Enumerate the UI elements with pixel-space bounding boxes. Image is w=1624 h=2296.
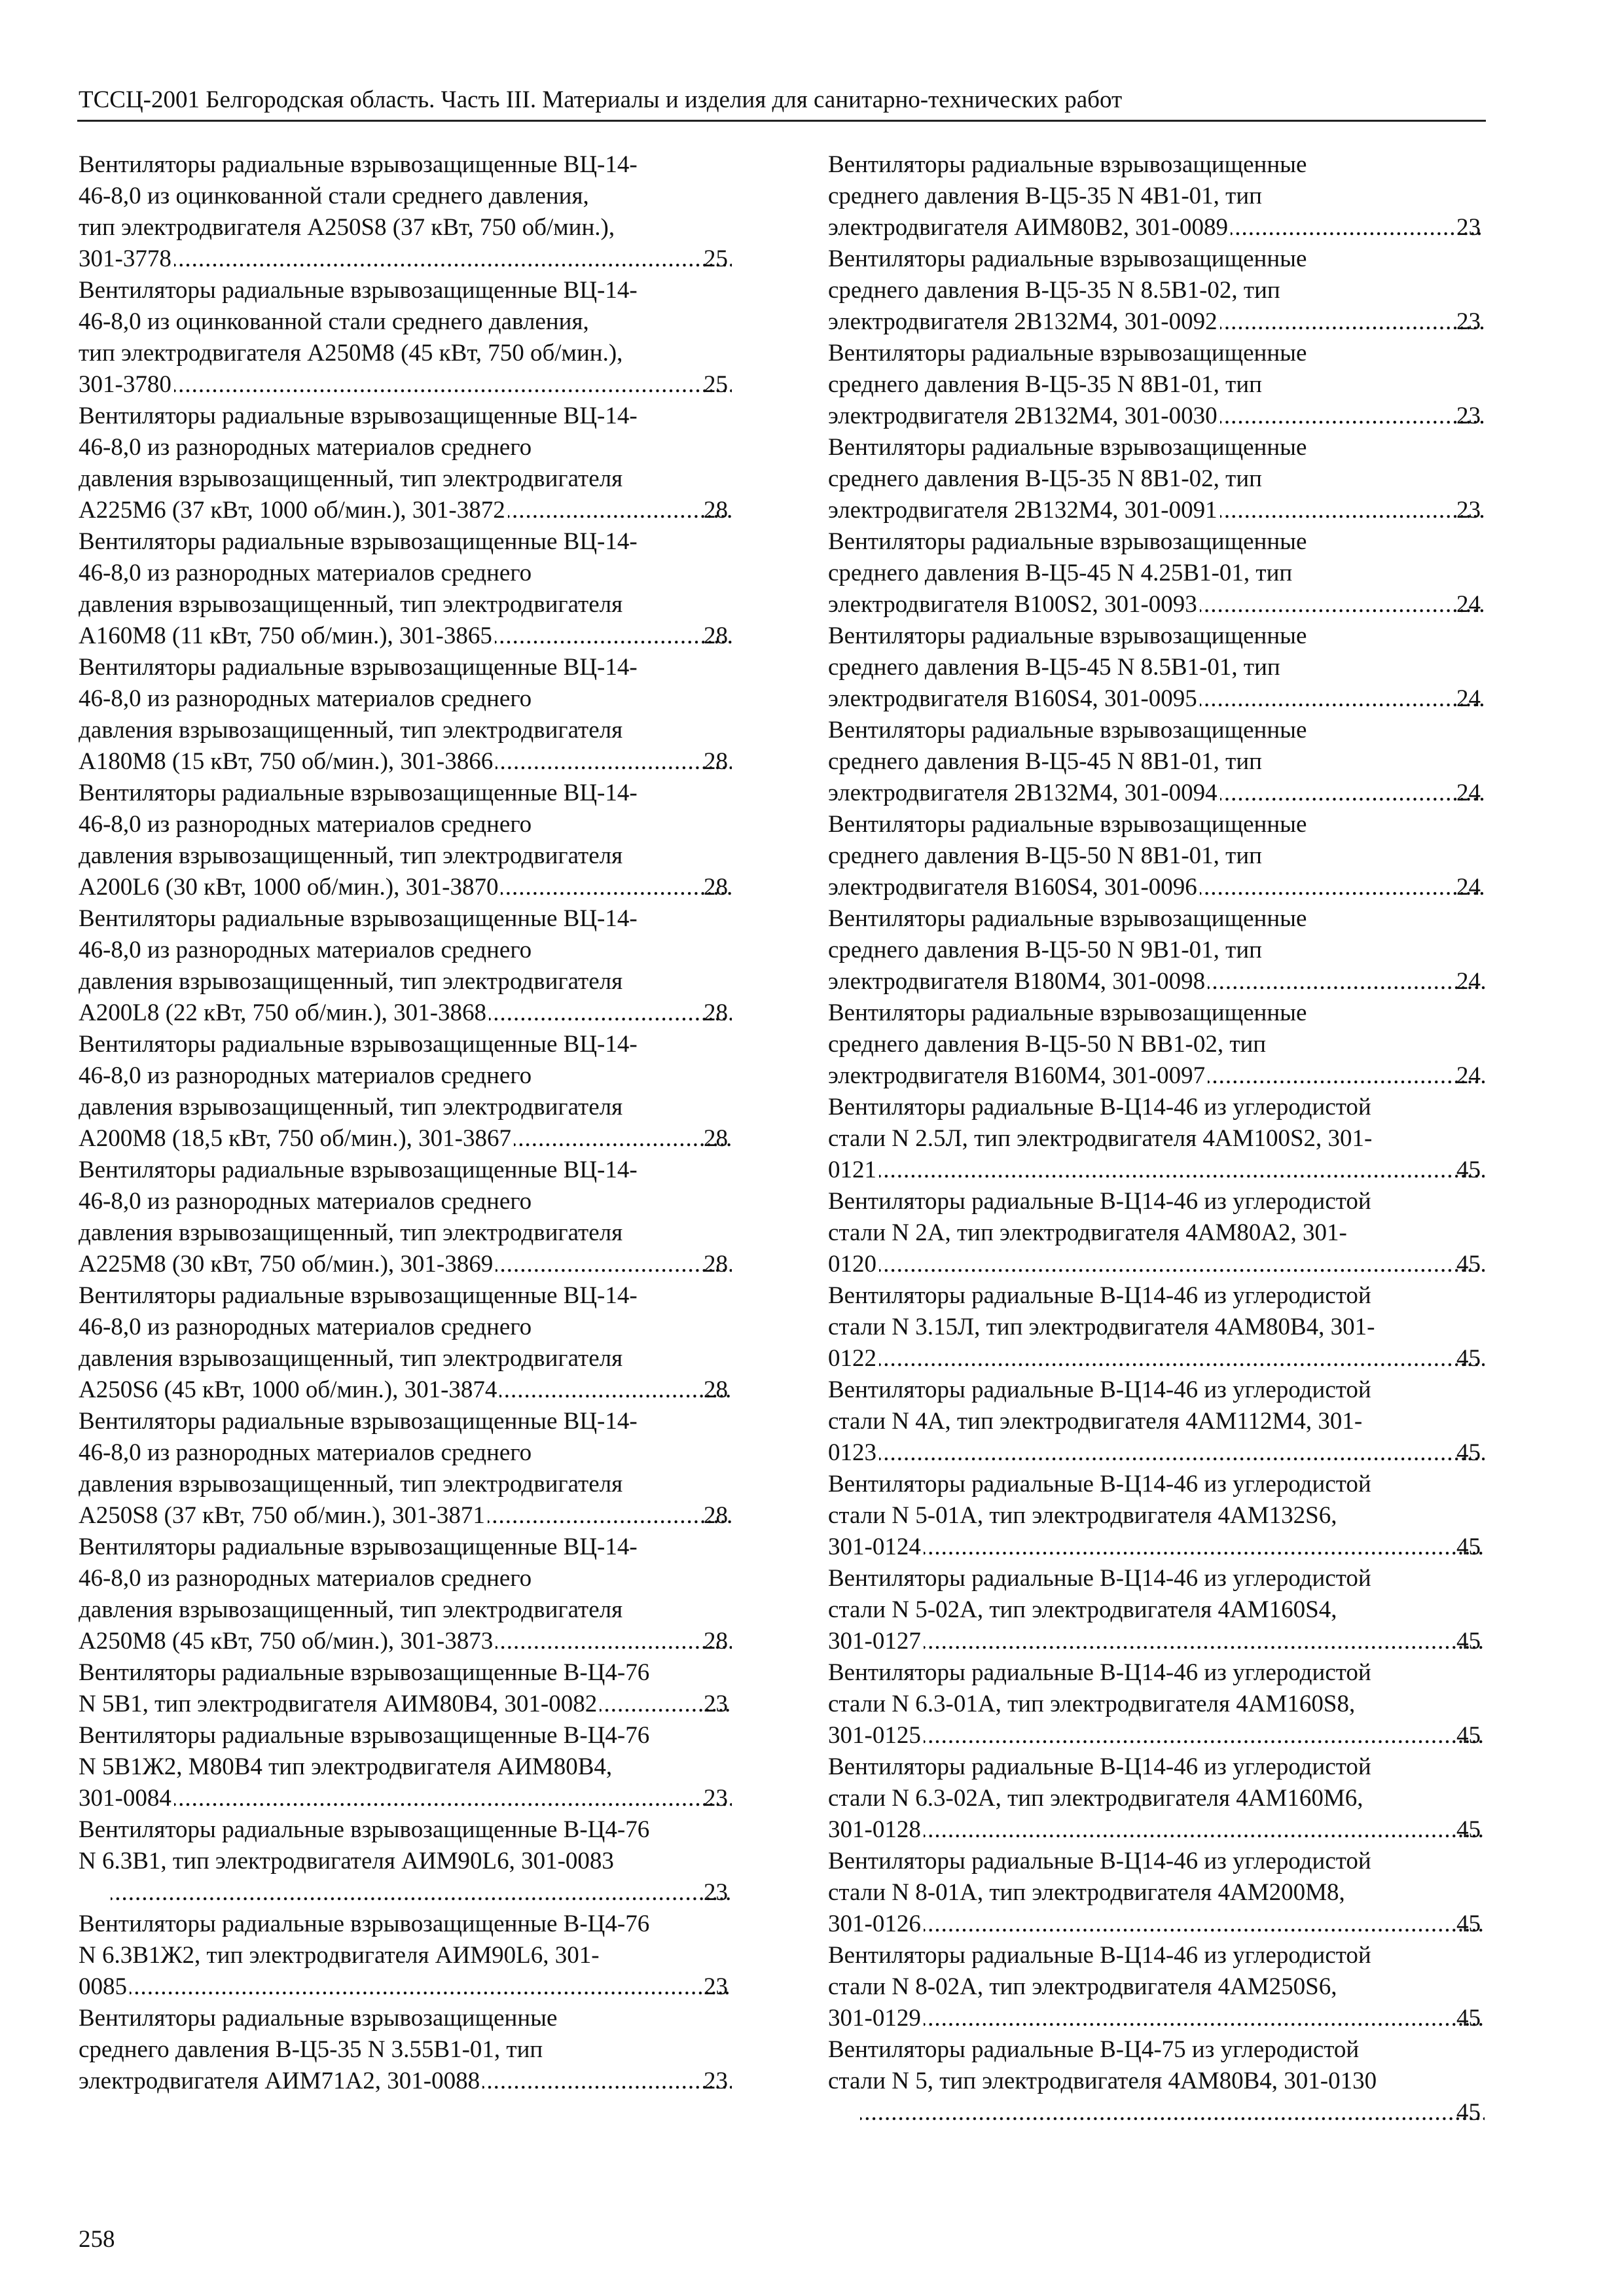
entry-tail-text: электродвигателя В160М4, 301-0097: [828, 1062, 1206, 1089]
entry-text-line: стали N 2А, тип электродвигателя 4АМ80А2, 301-: [828, 1219, 1347, 1246]
dot-leader: [924, 1814, 1485, 1846]
entry-text-line: Вентиляторы радиальные взрывозащищенные ВЦ-14-: [79, 1534, 638, 1560]
entry-last-line: 0120 ..... 45: [857, 1249, 1486, 1280]
entry-tail-text: А180М8 (15 кВт, 750 об/мин.), 301-3866: [79, 748, 494, 775]
entry-text-line: Вентиляторы радиальные В-Ц14-46 из углеродистой: [828, 1942, 1371, 1969]
entry-last-line: 0085 ..... 23: [108, 1971, 733, 2003]
entry-text-line: N 6.3В1, тип электродвигателя АИМ90L6, 301-0083: [79, 1848, 614, 1874]
index-entry: [79, 1029, 733, 1155]
dot-leader: [482, 2066, 732, 2097]
entry-text-line: Вентиляторы радиальные В-Ц14-46 из углеродистой: [828, 1471, 1371, 1498]
entry-text-line: стали N 8-02А, тип электродвигателя 4АМ250S6,: [828, 1973, 1337, 2000]
entry-tail-text: 301-0129: [828, 2005, 921, 2032]
index-entry: [828, 1563, 1486, 1657]
entry-tail-text: электродвигателя В160S4, 301-0096: [828, 874, 1197, 901]
index-entry: [828, 243, 1486, 338]
entry-last-line: 301-3780 ..... 25: [108, 369, 733, 401]
entry-text-line: Вентиляторы радиальные взрывозащищенные ВЦ-14-: [79, 1157, 638, 1183]
entry-text-line: Вентиляторы радиальные взрывозащищенные В-Ц4-76: [79, 1816, 650, 1843]
index-entry: [828, 526, 1486, 620]
entry-text-line: Вентиляторы радиальные В-Ц14-46 из углеродистой: [828, 1188, 1371, 1215]
entry-last-line: ..... 23: [108, 1877, 733, 1909]
entry-tail-text: А200М8 (18,5 кВт, 750 об/мин.), 301-3867: [79, 1125, 511, 1152]
index-entry: [828, 338, 1486, 432]
entry-text-line: среднего давления В-Ц5-35 N 8.5В1-02, тип: [828, 277, 1280, 304]
dot-leader: [496, 1626, 732, 1657]
entry-text-line: Вентиляторы радиальные взрывозащищенные ВЦ-14-: [79, 1031, 638, 1058]
index-entry: [79, 149, 733, 275]
entry-text-line: давления взрывозащищенный, тип электродвигателя: [79, 1596, 623, 1623]
index-entry: [828, 1469, 1486, 1563]
entry-text-line: 46-8,0 из оцинкованной стали среднего давления,: [79, 183, 589, 209]
entry-tail-text: 301-0125: [828, 1722, 921, 1749]
entry-last-line: электродвигателя В180М4, 301-0098 ..... 24: [857, 966, 1486, 997]
entry-text-line: Вентиляторы радиальные В-Ц14-46 из углеродистой: [828, 1848, 1371, 1874]
entry-text-line: Вентиляторы радиальные взрывозащищенные: [828, 622, 1307, 649]
dot-leader: [1220, 401, 1485, 432]
entry-text-line: среднего давления В-Ц5-45 N 8В1-01, тип: [828, 748, 1262, 775]
entry-text-line: давления взрывозащищенный, тип электродвигателя: [79, 1471, 623, 1498]
index-entry: [828, 620, 1486, 715]
entry-text-line: Вентиляторы радиальные взрывозащищенные: [828, 717, 1307, 744]
entry-tail-text: А225М8 (30 кВт, 750 об/мин.), 301-3869: [79, 1251, 494, 1278]
entry-tail-text: А225М6 (37 кВт, 1000 об/мин.), 301-3872: [79, 497, 505, 524]
entry-text-line: среднего давления В-Ц5-35 N 3.55В1-01, тип: [79, 2036, 543, 2063]
entry-text-line: Вентиляторы радиальные взрывозащищенные В-Ц4-76: [79, 1659, 650, 1686]
entry-text-line: N 6.3В1Ж2, тип электродвигателя АИМ90L6, 301-: [79, 1942, 600, 1969]
entry-last-line: А200L6 (30 кВт, 1000 об/мин.), 301-3870 ..... 28: [108, 872, 733, 903]
entry-tail-text: 301-3780: [79, 371, 171, 398]
entry-text-line: Вентиляторы радиальные взрывозащищенные: [828, 340, 1307, 367]
index-entry: [828, 715, 1486, 809]
entry-text-line: давления взрывозащищенный, тип электродвигателя: [79, 968, 623, 995]
dot-leader: [1208, 1060, 1485, 1092]
entry-tail-text: 0085: [79, 1973, 127, 2000]
entry-text-line: Вентиляторы радиальные взрывозащищенные: [828, 434, 1307, 461]
entry-text-line: давления взрывозащищенный, тип электродвигателя: [79, 591, 623, 618]
entry-text-line: Вентиляторы радиальные взрывозащищенные: [828, 245, 1307, 272]
index-entry: [828, 1186, 1486, 1280]
index-entry: [828, 1940, 1486, 2034]
entry-text-line: среднего давления В-Ц5-35 N 8В1-01, тип: [828, 371, 1262, 398]
entry-text-line: Вентиляторы радиальные взрывозащищенные В-Ц4-76: [79, 1910, 650, 1937]
entry-last-line: А160М8 (11 кВт, 750 об/мин.), 301-3865 ..... 28: [108, 620, 733, 652]
entry-text-line: Вентиляторы радиальные В-Ц4-75 из углеродистой: [828, 2036, 1360, 2063]
entry-last-line: электродвигателя 2В132М4, 301-0092 ..... 23: [857, 306, 1486, 338]
dot-leader: [879, 1249, 1485, 1280]
dot-leader: [495, 620, 732, 652]
entry-text-line: стали N 4А, тип электродвигателя 4АМ112М4, 301-: [828, 1408, 1363, 1435]
dot-leader: [924, 1626, 1485, 1657]
dot-leader: [1220, 778, 1485, 809]
index-entry: [828, 1751, 1486, 1846]
entry-last-line: электродвигателя В100S2, 301-0093 ..... 24: [857, 589, 1486, 620]
entry-text-line: Вентиляторы радиальные В-Ц14-46 из углеродистой: [828, 1376, 1371, 1403]
entry-last-line: А200М8 (18,5 кВт, 750 об/мин.), 301-3867 ..... 28: [108, 1123, 733, 1155]
dot-leader: [499, 1374, 732, 1406]
entry-text-line: Вентиляторы радиальные взрывозащищенные: [828, 528, 1307, 555]
entry-text-line: давления взрывозащищенный, тип электродвигателя: [79, 1094, 623, 1121]
dot-leader: [1208, 966, 1485, 997]
entry-last-line: электродвигателя В160М4, 301-0097 ..... 24: [857, 1060, 1486, 1092]
entry-text-line: Вентиляторы радиальные В-Ц14-46 из углеродистой: [828, 1753, 1371, 1780]
entry-last-line: электродвигателя 2В132М4, 301-0091 ..... 23: [857, 495, 1486, 526]
entry-text-line: 46-8,0 из разнородных материалов среднего: [79, 434, 532, 461]
entry-last-line: А250S6 (45 кВт, 1000 об/мин.), 301-3874 ..... 28: [108, 1374, 733, 1406]
entry-text-line: Вентиляторы радиальные взрывозащищенные: [828, 151, 1307, 178]
dot-leader: [860, 2097, 1485, 2128]
entry-tail-text: электродвигателя В180М4, 301-0098: [828, 968, 1206, 995]
entry-tail-text: 301-0126: [828, 1910, 921, 1937]
entry-text-line: среднего давления В-Ц5-45 N 4.25В1-01, тип: [828, 560, 1293, 586]
index-entry: [79, 1155, 733, 1280]
entry-last-line: 301-0084 ..... 23: [108, 1783, 733, 1814]
dot-leader: [924, 1909, 1485, 1940]
entry-text-line: среднего давления В-Ц5-50 N 9В1-01, тип: [828, 937, 1262, 963]
index-entry: [79, 1657, 733, 1720]
entry-text-line: Вентиляторы радиальные взрывозащищенные ВЦ-14-: [79, 277, 638, 304]
entry-text-line: давления взрывозащищенный, тип электродвигателя: [79, 465, 623, 492]
entry-text-line: 46-8,0 из разнородных материалов среднего: [79, 1314, 532, 1340]
entry-tail-text: 301-0084: [79, 1785, 171, 1812]
entry-text-line: давления взрывозащищенный, тип электродвигателя: [79, 1219, 623, 1246]
entry-last-line: электродвигателя 2В132М4, 301-0094 ..... 24: [857, 778, 1486, 809]
dot-leader: [1220, 306, 1485, 338]
entry-tail-text: электродвигателя АИМ71А2, 301-0088: [79, 2068, 480, 2094]
entry-text-line: 46-8,0 из разнородных материалов среднего: [79, 937, 532, 963]
entry-last-line: 0122 ..... 45: [857, 1343, 1486, 1374]
entry-text-line: среднего давления В-Ц5-50 N 8В1-01, тип: [828, 842, 1262, 869]
entry-text-line: N 5В1Ж2, М80В4 тип электродвигателя АИМ80В4,: [79, 1753, 613, 1780]
entry-text-line: 46-8,0 из разнородных материалов среднего: [79, 1188, 532, 1215]
entry-text-line: среднего давления В-Ц5-45 N 8.5В1-01, тип: [828, 654, 1280, 681]
entry-last-line: электродвигателя АИМ71А2, 301-0088 ..... 23: [108, 2066, 733, 2097]
entry-last-line: А225М6 (37 кВт, 1000 об/мин.), 301-3872 ..... 28: [108, 495, 733, 526]
entry-last-line: 301-0127 ..... 45: [857, 1626, 1486, 1657]
entry-text-line: 46-8,0 из разнородных материалов среднего: [79, 1062, 532, 1089]
entry-text-line: среднего давления В-Ц5-35 N 8В1-02, тип: [828, 465, 1262, 492]
entry-tail-text: 301-0124: [828, 1534, 921, 1560]
entry-text-line: Вентиляторы радиальные взрывозащищенные: [79, 2005, 558, 2032]
entry-last-line: 301-0128 ..... 45: [857, 1814, 1486, 1846]
dot-leader: [924, 1532, 1485, 1563]
dot-leader: [1220, 495, 1485, 526]
index-entry: [79, 1720, 733, 1814]
entry-text-line: 46-8,0 из оцинкованной стали среднего давления,: [79, 308, 589, 335]
entry-text-line: Вентиляторы радиальные В-Ц14-46 из углеродистой: [828, 1659, 1371, 1686]
index-entry: [79, 1909, 733, 2003]
index-entry: [79, 1532, 733, 1657]
page-number: 258: [79, 2226, 115, 2253]
entry-text-line: Вентиляторы радиальные взрывозащищенные В-Ц4-76: [79, 1722, 650, 1749]
dot-leader: [879, 1155, 1485, 1186]
dot-leader: [1231, 212, 1485, 243]
index-entry: [79, 778, 733, 903]
entry-last-line: А225М8 (30 кВт, 750 об/мин.), 301-3869 ..... 28: [108, 1249, 733, 1280]
entry-text-line: стали N 6.3-01А, тип электродвигателя 4АМ160S8,: [828, 1691, 1356, 1717]
entry-last-line: 301-3778 ..... 25: [108, 243, 733, 275]
entry-tail-text: 0120: [828, 1251, 876, 1278]
entry-tail-text: 301-0128: [828, 1816, 921, 1843]
entry-text-line: 46-8,0 из разнородных материалов среднего: [79, 811, 532, 838]
index-entry: [79, 526, 733, 652]
dot-leader: [130, 1971, 732, 2003]
entry-last-line: 301-0125 ..... 45: [857, 1720, 1486, 1751]
entry-tail-text: электродвигателя 2В132М4, 301-0091: [828, 497, 1218, 524]
index-entry: [828, 1846, 1486, 1940]
entry-text-line: стали N 8-01А, тип электродвигателя 4АМ200М8,: [828, 1879, 1345, 1906]
entry-text-line: стали N 2.5Л, тип электродвигателя 4АМ100S2, 301-: [828, 1125, 1373, 1152]
entry-tail-text: А250S6 (45 кВт, 1000 об/мин.), 301-3874: [79, 1376, 497, 1403]
index-entry: [79, 401, 733, 526]
entry-last-line: электродвигателя АИМ80В2, 301-0089 ..... 23: [857, 212, 1486, 243]
entry-text-line: среднего давления В-Ц5-50 N ВВ1-02, тип: [828, 1031, 1267, 1058]
index-entry: [79, 275, 733, 401]
entry-text-line: стали N 6.3-02А, тип электродвигателя 4АМ160М6,: [828, 1785, 1363, 1812]
entry-last-line: 301-0129 ..... 45: [857, 2003, 1486, 2034]
entry-text-line: стали N 3.15Л, тип электродвигателя 4АМ80В4, 301-: [828, 1314, 1375, 1340]
entry-text-line: давления взрывозащищенный, тип электродвигателя: [79, 1345, 623, 1372]
dot-leader: [924, 1720, 1485, 1751]
index-entry: [828, 1657, 1486, 1751]
entry-last-line: электродвигателя В160S4, 301-0095 ..... 24: [857, 683, 1486, 715]
entry-tail-text: электродвигателя АИМ80В2, 301-0089: [828, 214, 1229, 241]
dot-leader: [174, 243, 732, 275]
entry-tail-text: электродвигателя В160S4, 301-0095: [828, 685, 1197, 712]
entry-last-line: А250М8 (45 кВт, 750 об/мин.), 301-3873 ..... 28: [108, 1626, 733, 1657]
index-entry: [828, 903, 1486, 997]
entry-text-line: стали N 5-01А, тип электродвигателя 4АМ132S6,: [828, 1502, 1337, 1529]
dot-leader: [514, 1123, 732, 1155]
index-entry: [79, 1814, 733, 1909]
dot-leader: [1200, 589, 1485, 620]
entry-text-line: 46-8,0 из разнородных материалов среднего: [79, 560, 532, 586]
entry-tail-text: А200L8 (22 кВт, 750 об/мин.), 301-3868: [79, 999, 486, 1026]
entry-last-line: 0121 ..... 45: [857, 1155, 1486, 1186]
entry-text-line: Вентиляторы радиальные взрывозащищенные ВЦ-14-: [79, 1408, 638, 1435]
entry-text-line: Вентиляторы радиальные взрывозащищенные ВЦ-14-: [79, 528, 638, 555]
entry-last-line: электродвигателя В160S4, 301-0096 ..... 24: [857, 872, 1486, 903]
running-header: ТССЦ-2001 Белгородская область. Часть III. Материалы и изделия для санитарно-технических работ: [79, 86, 1123, 113]
index-entry: [79, 1406, 733, 1532]
index-entry: [828, 1374, 1486, 1469]
entry-text-line: стали N 5, тип электродвигателя 4АМ80В4, 301-0130: [828, 2068, 1377, 2094]
index-column-left: [79, 149, 733, 2097]
entry-tail-text: А160М8 (11 кВт, 750 об/мин.), 301-3865: [79, 622, 492, 649]
entry-text-line: Вентиляторы радиальные взрывозащищенные ВЦ-14-: [79, 780, 638, 806]
entry-text-line: Вентиляторы радиальные взрывозащищенные: [828, 999, 1307, 1026]
entry-text-line: 46-8,0 из разнородных материалов среднего: [79, 685, 532, 712]
entry-text-line: давления взрывозащищенный, тип электродвигателя: [79, 842, 623, 869]
entry-text-line: Вентиляторы радиальные взрывозащищенные ВЦ-14-: [79, 905, 638, 932]
entry-text-line: 46-8,0 из разнородных материалов среднего: [79, 1565, 532, 1592]
entry-last-line: электродвигателя 2В132М4, 301-0030 ..... 23: [857, 401, 1486, 432]
entry-tail-text: 0122: [828, 1345, 876, 1372]
index-entry: [79, 2003, 733, 2097]
entry-text-line: Вентиляторы радиальные взрывозащищенные ВЦ-14-: [79, 151, 638, 178]
index-entry: [828, 809, 1486, 903]
entry-last-line: А250S8 (37 кВт, 750 об/мин.), 301-3871 ..... 28: [108, 1500, 733, 1532]
entry-tail-text: А250S8 (37 кВт, 750 об/мин.), 301-3871: [79, 1502, 485, 1529]
entry-text-line: Вентиляторы радиальные взрывозащищенные ВЦ-14-: [79, 403, 638, 429]
dot-leader: [508, 495, 732, 526]
entry-last-line: N 5В1, тип электродвигателя АИМ80В4, 301-0082 ..... 23: [108, 1689, 733, 1720]
entry-last-line: ..... 45: [857, 2097, 1486, 2128]
dot-leader: [879, 1437, 1485, 1469]
dot-leader: [496, 746, 732, 778]
entry-tail-text: 0123: [828, 1439, 876, 1466]
entry-text-line: Вентиляторы радиальные взрывозащищенные: [828, 811, 1307, 838]
dot-leader: [1200, 683, 1485, 715]
dot-leader: [496, 1249, 732, 1280]
index-entry: [828, 432, 1486, 526]
index-column-right: [828, 149, 1486, 2128]
entry-tail-text: 301-3778: [79, 245, 171, 272]
entry-text-line: Вентиляторы радиальные В-Ц14-46 из углеродистой: [828, 1094, 1371, 1121]
dot-leader: [1200, 872, 1485, 903]
dot-leader: [489, 997, 732, 1029]
entry-last-line: 0123 ..... 45: [857, 1437, 1486, 1469]
dot-leader: [111, 1877, 732, 1909]
index-entry: [828, 1092, 1486, 1186]
entry-text-line: Вентиляторы радиальные взрывозащищенные ВЦ-14-: [79, 1282, 638, 1309]
entry-tail-text: 0121: [828, 1157, 876, 1183]
entry-tail-text: электродвигателя 2В132М4, 301-0092: [828, 308, 1218, 335]
entry-text-line: Вентиляторы радиальные взрывозащищенные ВЦ-14-: [79, 654, 638, 681]
entry-text-line: среднего давления В-Ц5-35 N 4В1-01, тип: [828, 183, 1262, 209]
entry-text-line: тип электродвигателя А250S8 (37 кВт, 750 об/мин.),: [79, 214, 615, 241]
header-rule: [77, 120, 1486, 122]
entry-tail-text: А250М8 (45 кВт, 750 об/мин.), 301-3873: [79, 1628, 494, 1655]
index-entry: [79, 1280, 733, 1406]
entry-last-line: 301-0126 ..... 45: [857, 1909, 1486, 1940]
index-entry: [79, 903, 733, 1029]
index-entry: [79, 652, 733, 778]
entry-last-line: 301-0124 ..... 45: [857, 1532, 1486, 1563]
entry-last-line: А180М8 (15 кВт, 750 об/мин.), 301-3866 ..... 28: [108, 746, 733, 778]
index-entry: [828, 1280, 1486, 1374]
entry-text-line: Вентиляторы радиальные взрывозащищенные: [828, 905, 1307, 932]
index-entry: [828, 2034, 1486, 2128]
entry-tail-text: 301-0127: [828, 1628, 921, 1655]
entry-text-line: стали N 5-02А, тип электродвигателя 4АМ160S4,: [828, 1596, 1337, 1623]
entry-tail-text: N 5В1, тип электродвигателя АИМ80В4, 301-0082: [79, 1691, 598, 1717]
entry-tail-text: электродвигателя В100S2, 301-0093: [828, 591, 1197, 618]
index-entry: [828, 149, 1486, 243]
entry-tail-text: А200L6 (30 кВт, 1000 об/мин.), 301-3870: [79, 874, 499, 901]
entry-text-line: 46-8,0 из разнородных материалов среднего: [79, 1439, 532, 1466]
entry-text-line: давления взрывозащищенный, тип электродвигателя: [79, 717, 623, 744]
entry-text-line: Вентиляторы радиальные В-Ц14-46 из углеродистой: [828, 1282, 1371, 1309]
entry-last-line: А200L8 (22 кВт, 750 об/мин.), 301-3868 ..... 28: [108, 997, 733, 1029]
dot-leader: [879, 1343, 1485, 1374]
dot-leader: [924, 2003, 1485, 2034]
entry-tail-text: электродвигателя 2В132М4, 301-0030: [828, 403, 1218, 429]
dot-leader: [501, 872, 732, 903]
entry-text-line: тип электродвигателя А250М8 (45 кВт, 750 об/мин.),: [79, 340, 623, 367]
index-entry: [828, 997, 1486, 1092]
entry-tail-text: электродвигателя 2В132М4, 301-0094: [828, 780, 1218, 806]
dot-leader: [488, 1500, 732, 1532]
dot-leader: [174, 1783, 732, 1814]
entry-text-line: Вентиляторы радиальные В-Ц14-46 из углеродистой: [828, 1565, 1371, 1592]
dot-leader: [174, 369, 732, 401]
